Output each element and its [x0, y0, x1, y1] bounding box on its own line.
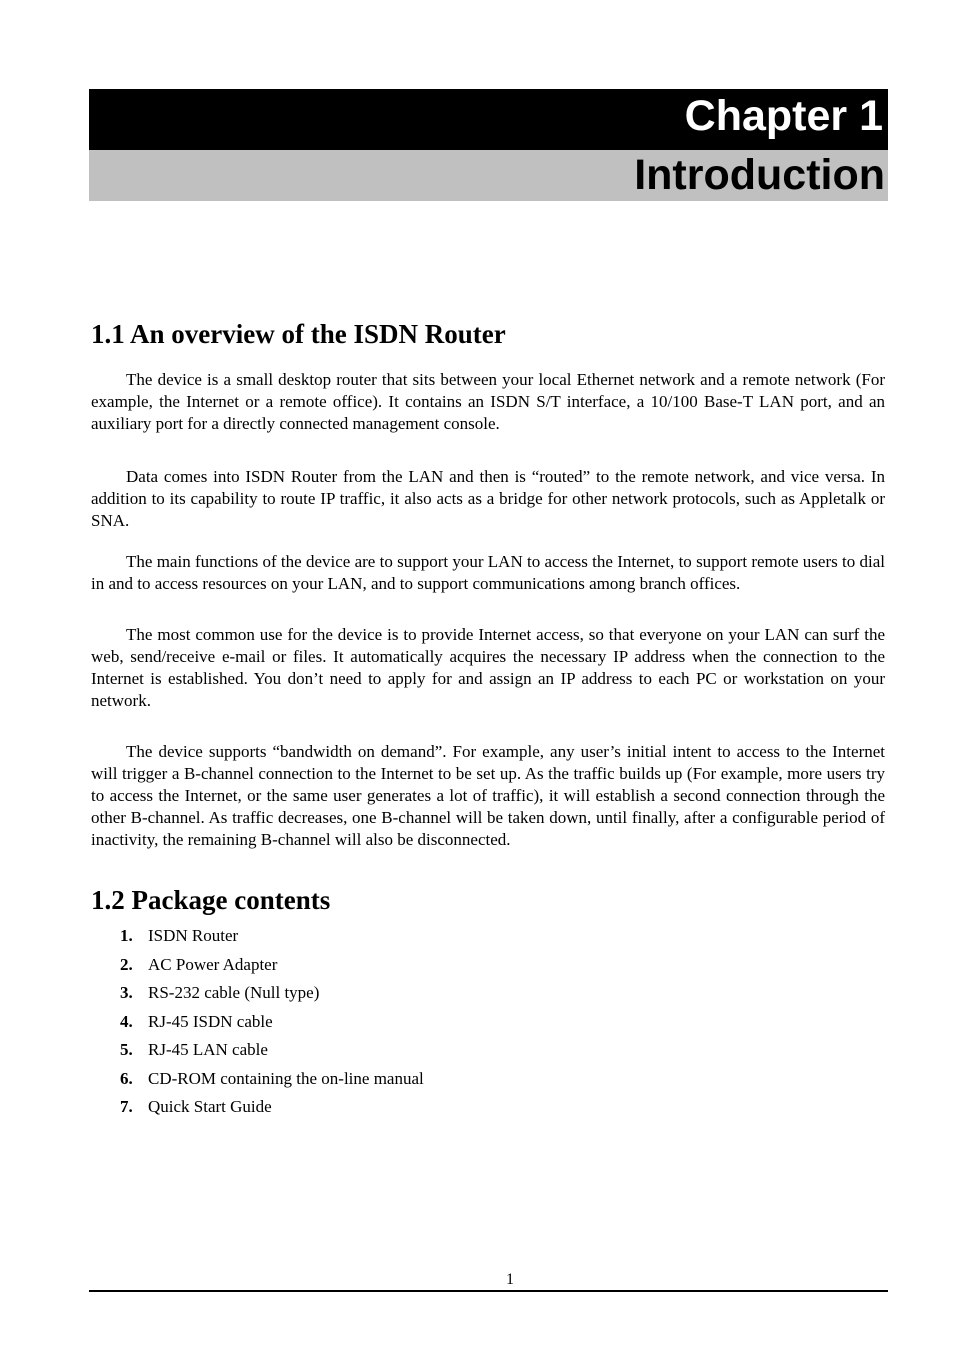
list-item-text: RS-232 cable (Null type) — [148, 983, 320, 1002]
section-heading-overview: 1.1 An overview of the ISDN Router — [91, 319, 506, 349]
package-contents-list — [91, 925, 885, 1125]
list-item-number: 7. — [120, 1097, 133, 1116]
chapter-label: Chapter 1 — [684, 92, 883, 140]
chapter-header-bar — [89, 89, 888, 150]
list-item — [91, 1039, 885, 1068]
list-item-text: RJ-45 LAN cable — [148, 1040, 268, 1059]
list-item — [91, 925, 885, 954]
list-item — [91, 1096, 885, 1125]
chapter-title: Introduction — [634, 151, 885, 199]
paragraph-overview-5: The device supports “bandwidth on demand”. For example, any user’s initial intent to access to the Internet will trigger a B-channel connection to the Internet to be set up. As the traffic builds up (For example, more users try to access the Internet, or the same user generates a lot of traffic), it will establish a second connection through the other B-channel. As traffic decreases, one B-channel will be taken down, until finally, after a configurable period of inactivity, the remaining B-channel will also be disconnected. — [91, 742, 885, 849]
list-item-number: 4. — [120, 1011, 133, 1031]
list-item-number: 1. — [120, 926, 133, 945]
list-item — [91, 954, 885, 983]
paragraph-overview-4: The most common use for the device is to provide Internet access, so that everyone on your LAN can surf the web, send/receive e-mail or files. It automatically acquires the necessary IP address when the connection to the Internet is established. You don’t need to apply for and assign an IP address to each PC or workstation on your network. — [91, 625, 885, 710]
list-item — [91, 1011, 885, 1040]
list-item-number: 2. — [120, 954, 133, 974]
paragraph-overview-3: The main functions of the device are to support your LAN to access the Internet, to support remote users to dial in and to access resources on your LAN, and to support communications among branch offices. — [91, 552, 885, 593]
list-item-text: RJ-45 ISDN cable — [148, 1011, 273, 1031]
section-heading-package-contents: 1.2 Package contents — [91, 885, 331, 915]
chapter-title-bar — [89, 150, 888, 201]
list-item-text: Quick Start Guide — [148, 1097, 272, 1116]
list-item-text: AC Power Adapter — [148, 954, 278, 974]
list-item-number: 5. — [120, 1040, 133, 1059]
page-body — [91, 318, 885, 1125]
list-item — [91, 982, 885, 1011]
list-item-text: ISDN Router — [148, 926, 239, 945]
list-item — [91, 1068, 885, 1097]
list-item-number: 6. — [120, 1068, 133, 1088]
list-item-text: CD-ROM containing the on-line manual — [148, 1068, 424, 1088]
paragraph-overview-2: Data comes into ISDN Router from the LAN and then is “routed” to the remote network, and vice versa. In addition to its capability to route IP traffic, it also acts as a bridge for other network protocols, such as Appletalk or SNA. — [91, 467, 885, 530]
paragraph-overview-1: The device is a small desktop router that sits between your local Ethernet network and a remote network (For example, the Internet or a remote office). It contains an ISDN S/T interface, a 10/100 Base-T LAN port, and an auxiliary port for a directly connected management console. — [91, 370, 885, 433]
list-item-number: 3. — [120, 983, 133, 1002]
page-number: 1 — [506, 1271, 514, 1288]
footer-divider — [89, 1290, 888, 1292]
